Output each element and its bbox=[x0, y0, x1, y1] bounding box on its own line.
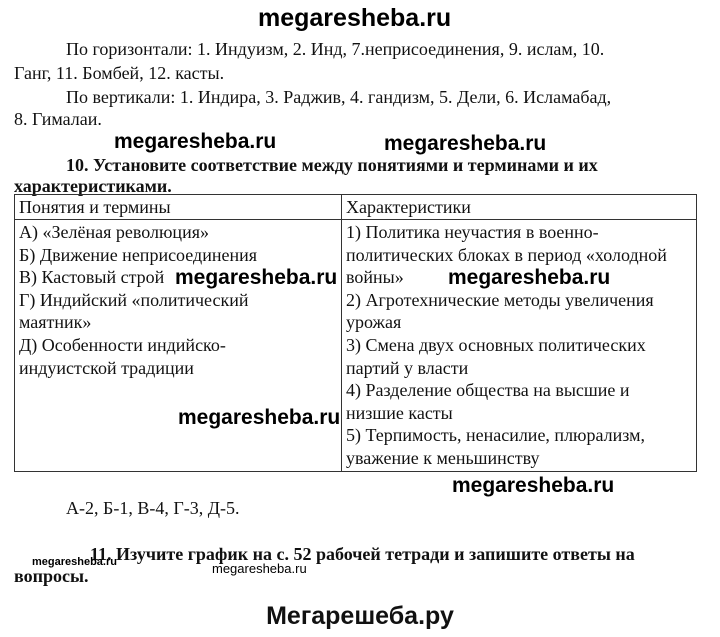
char-2-line1: 2) Агротехнические методы увеличения bbox=[346, 289, 654, 310]
characteristics-cell bbox=[342, 220, 697, 472]
header-characteristics: Характеристики bbox=[342, 195, 697, 220]
char-1-line1: 1) Политика неучастия в военно- bbox=[346, 222, 599, 242]
vertical-answers-line2: 8. Гималаи. bbox=[14, 109, 102, 129]
watermark-mid-left: megaresheba.ru bbox=[114, 130, 277, 153]
task10-title-line2: характеристиками. bbox=[14, 176, 172, 196]
watermark-table-right: megaresheba.ru bbox=[448, 266, 611, 289]
task10-answer: А-2, Б-1, В-4, Г-3, Д-5. bbox=[66, 498, 240, 518]
term-b: Б) Движение неприсоединения bbox=[19, 244, 257, 265]
char-4-line1: 4) Разделение общества на высшие и bbox=[346, 380, 630, 401]
horizontal-answers-line2: Ганг, 11. Бомбей, 12. касты. bbox=[14, 63, 225, 83]
watermark-table-lower: megaresheba.ru bbox=[178, 406, 341, 429]
horizontal-answers-line1: По горизонтали: 1. Индуизм, 2. Инд, 7.неприсоединения, 9. ислам, 10. bbox=[66, 39, 605, 59]
term-a: А) «Зелёная революция» bbox=[19, 222, 209, 242]
header-terms: Понятия и термины bbox=[15, 195, 342, 220]
char-3-line1: 3) Смена двух основных политических bbox=[346, 334, 646, 355]
terms-cell bbox=[15, 220, 342, 472]
watermark-small-center: megaresheba.ru bbox=[212, 561, 307, 576]
char-1-line3: войны» bbox=[346, 267, 404, 288]
char-4-line2: низшие касты bbox=[346, 402, 453, 423]
term-d-line1: Д) Особенности индийско- bbox=[19, 334, 226, 355]
footer-watermark: Мегарешеба.ру bbox=[266, 602, 454, 630]
task11-line1: 11. Изучите график на с. 52 рабочей тетради и запишите ответы на bbox=[90, 544, 635, 564]
watermark-below-table: megaresheba.ru bbox=[452, 474, 615, 497]
task11-line2: вопросы. bbox=[14, 566, 89, 586]
watermark-small-left: megaresheba.ru bbox=[32, 556, 117, 568]
char-2-line2: урожая bbox=[346, 312, 402, 333]
table-body-row bbox=[15, 220, 697, 472]
char-5-line1: 5) Терпимость, ненасилие, плюрализм, bbox=[346, 425, 646, 446]
term-g-line1: Г) Индийский «политический bbox=[19, 289, 249, 310]
char-1-line2: политических блоках в период «холодной bbox=[346, 244, 667, 265]
matching-table bbox=[14, 194, 697, 472]
term-g-line2: маятник» bbox=[19, 312, 92, 333]
watermark-top: megaresheba.ru bbox=[258, 4, 452, 32]
term-d-line2: индуистской традиции bbox=[19, 357, 194, 378]
char-5-line2: уважение к меньшинству bbox=[346, 447, 540, 468]
term-v: В) Кастовый строй bbox=[19, 267, 165, 288]
table-header-row bbox=[15, 195, 697, 220]
watermark-table-left: megaresheba.ru bbox=[175, 266, 338, 289]
char-3-line2: партий у власти bbox=[346, 357, 469, 378]
vertical-answers-line1: По вертикали: 1. Индира, 3. Раджив, 4. гандизм, 5. Дели, 6. Исламабад, bbox=[66, 87, 612, 107]
task10-title-line1: 10. Установите соответствие между понятиями и терминами и их bbox=[66, 155, 598, 175]
watermark-mid-right: megaresheba.ru bbox=[384, 132, 547, 155]
